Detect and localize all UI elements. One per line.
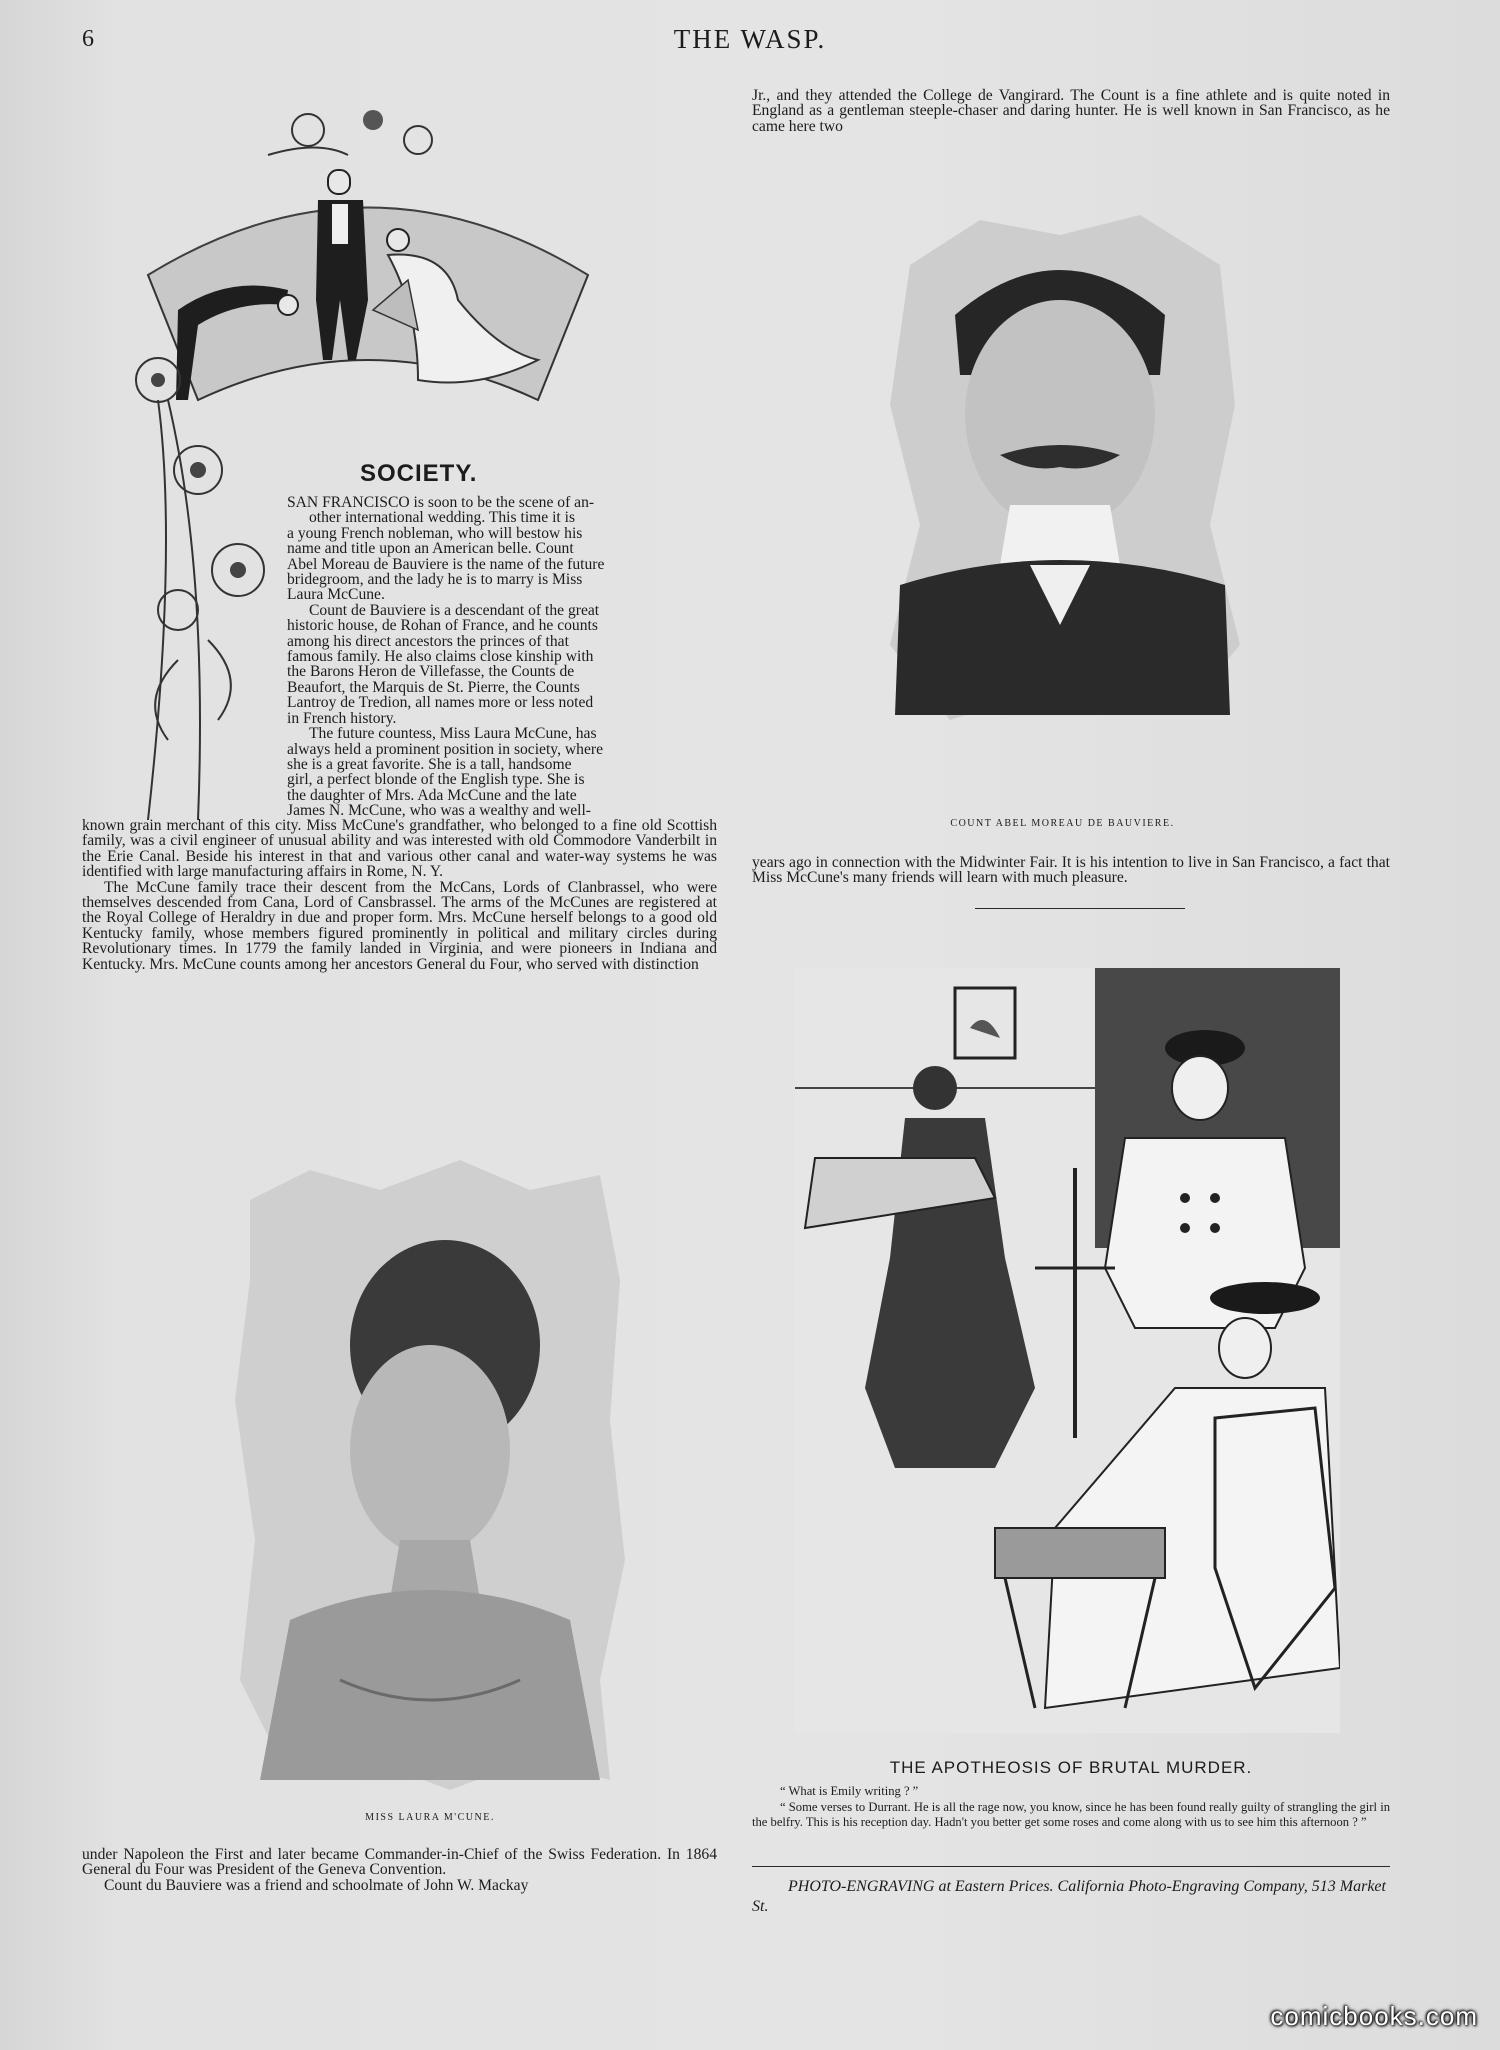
text-line: the daughter of Mrs. Ada McCune and the late (287, 786, 577, 804)
text-line: in French history. (287, 709, 397, 727)
section-divider (752, 1866, 1390, 1867)
text-line: historic house, de Rohan of France, and he counts (287, 617, 598, 635)
paragraph: years ago in connection with the Midwinter Fair. It is his intention to live in San Francisco, a fact that Miss McCune's many friends will learn with much pleasure. (752, 854, 1390, 887)
text-line: a young French nobleman, who will bestow his (287, 524, 583, 542)
society-body-continued (82, 1847, 717, 1893)
paragraph: known grain merchant of this city. Miss McCune's grandfather, who belonged to a fine old Scottish family, was a civil engineer of unusual ability and was interested with old Commodore Vanderbilt in the Erie Canal. Beside his interest in that and various other canal and water-way systems he was identified with large manufacturing affairs in Rome, N. Y. (82, 817, 717, 881)
society-right-top (752, 88, 1390, 134)
society-body (82, 818, 717, 972)
text-line: Laura McCune. (287, 586, 385, 604)
text-line: Lantroy de Tredion, all names more or less noted (287, 694, 594, 712)
text-line: among his direct ancestors the princes of that (287, 632, 569, 650)
watermark-logo: comicbooks.com (1270, 2001, 1478, 2031)
cartoon-dialogue (752, 1784, 1390, 1831)
text-line: Count de Bauviere is a descendant of the great (309, 601, 600, 619)
text-line: the Barons Heron de Villefasse, the Counts de (287, 663, 575, 681)
text-line: The future countess, Miss Laura McCune, has (309, 725, 597, 743)
text-line: Beaufort, the Marquis de St. Pierre, the Counts (287, 678, 580, 696)
cartoon-title: THE APOTHEOSIS OF BRUTAL MURDER. (889, 1758, 1253, 1777)
paragraph: Jr., and they attended the College de Vangirard. The Count is a fine athlete and is quite noted in England as a gentleman steeple-chaser and daring hunter. He is well known in San Francisco, as he came here two (752, 87, 1390, 135)
text-line: bridegroom, and the lady he is to marry is Miss (287, 571, 583, 589)
laura-caption: MISS LAURA M'CUNE. (365, 1812, 495, 1823)
society-intro (287, 495, 717, 819)
text-line: she is a great favorite. She is a tall, handsome (287, 755, 572, 773)
paragraph: Count du Bauviere was a friend and schoolmate of John W. Mackay (104, 1876, 529, 1894)
photo-engraving-advert: PHOTO-ENGRAVING at Eastern Prices. California Photo-Engraving Company, 513 Market St. (752, 1878, 1386, 1915)
text-line: other international wedding. This time it is (309, 509, 576, 527)
page-number: 6 (82, 26, 94, 52)
text-line: SAN FRANCISCO is soon to be the scene of an- (287, 494, 595, 511)
text-line: Abel Moreau de Bauviere is the name of the future (287, 555, 605, 573)
count-bauviere-portrait (880, 205, 1245, 725)
section-divider (975, 908, 1185, 909)
text-line: name and title upon an American belle. Count (287, 540, 574, 558)
paragraph: The McCune family trace their descent from the McCans, Lords of Clanbrassel, who were themselves descended from Cana, Lord of Cansbrassel. The arms of the McCunes are registered at the Royal College of Heraldry in due and proper form. Mrs. McCune herself belongs to a good old Kentucky family, whose members figured prominently in political and military circles during Revolutionary times. In 1779 the family landed in Virginia, and were pioneers in Indiana and Kentucky. Mrs. McCune counts among her ancestors General du Four, who served with distinction (82, 878, 717, 973)
laura-mccune-portrait (230, 1160, 630, 1800)
dialogue-line: “ What is Emily writing ? ” (780, 1784, 919, 1798)
text-line: famous family. He also claims close kinship with (287, 648, 594, 666)
masthead: THE WASP. (673, 24, 827, 54)
text-line: James N. McCune, who was a wealthy and well- (287, 802, 592, 820)
dialogue-line: “ Some verses to Durrant. He is all the rage now, you know, since he has been found really guilty of strangling the girl in the belfry. This is his reception day. Hadn't you better get some roses and come along with us to see him this afternoon ? ” (752, 1799, 1390, 1829)
paragraph: under Napoleon the First and later became Commander-in-Chief of the Swiss Federation. In 1864 General du Four was President of the Geneva Convention. (82, 1846, 717, 1879)
society-right-mid (752, 855, 1390, 886)
society-title: SOCIETY. (360, 460, 478, 487)
apotheosis-cartoon (795, 968, 1340, 1733)
text-line: always held a prominent position in society, where (287, 740, 603, 758)
count-caption: COUNT ABEL MOREAU DE BAUVIERE. (950, 818, 1175, 829)
text-line: girl, a perfect blonde of the English type. She is (287, 771, 585, 789)
